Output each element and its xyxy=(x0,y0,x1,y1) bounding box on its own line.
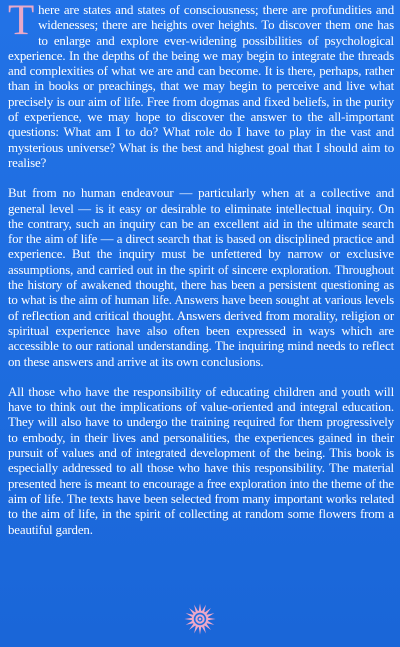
drop-cap: T xyxy=(8,0,35,44)
sun-lotus-emblem-icon xyxy=(184,603,216,635)
emblem-ray xyxy=(207,613,215,617)
emblem-ray xyxy=(207,621,215,625)
paragraph-education: All those who have the responsibility of educating children and youth will have to think out the implications of value-oriented and integral education. They will also have to undergo the training required for them progressively to embody, in their lives and personalities, the experiences gained in their pursuit of values and of integrated development of the being. This book is especially addressed to all those who have this responsibility. The material presented here is meant to encourage a free exploration into the theme of the aim of life. The texts have been selected from many important works related to the aim of life, in the spirit of collecting at random some flowers from a beautiful garden. xyxy=(8,384,394,537)
emblem-ray xyxy=(202,605,206,613)
paragraph-inquiry: But from no human endeavour — particularly when at a collective and general level — is it easy or desirable to eliminate intellectual inquiry. On the contrary, such an inquiry can be an excellent aid in the ultimate search for the aim of life — a direct search that is based on disciplined practice and experience. But the inquiry must be unfettered by narrow or exclusive assumptions, and carried out in the spirit of sincere exploration. Throughout the history of awakened thought, there has been a persistent questioning as to what is the aim of human life. Answers have been sought at various levels of reflection and critical thought. Answers derived from morality, religion or spiritual experience have also often been expressed in ways which are accessible to our rational understanding. The inquiring mind needs to reflect on these answers and arrive at its own conclusions. xyxy=(8,186,394,369)
emblem-ray xyxy=(186,613,194,617)
emblem-ray xyxy=(208,618,216,621)
paragraph-intro xyxy=(8,0,394,171)
paragraph-intro-text: here are states and states of consciousness; there are profundities and widenesses; there are heights over heights. To discover them one has to enlarge and explore ever-widening possibilities of psychological experience. In the depths of the being we may begin to integrate the threads and complexities of what we are and can become. It is there, perhaps, rather than in books or preachings, that we may begin to perceive and live what precisely is our aim of life. Free from dogmas and fixed beliefs, in the purity of experience, we may hope to discover the answer to the all-important questions: What am I to do? What role do I have to play in the vast and mysterious universe? What is the best and highest goal that I should aim to realise? xyxy=(8,3,394,170)
emblem-ray xyxy=(186,621,194,625)
emblem-ray xyxy=(199,604,202,612)
emblem-ray xyxy=(194,605,198,613)
emblem-ray xyxy=(185,618,193,621)
emblem-ray xyxy=(199,627,202,635)
emblem-ray xyxy=(202,626,206,634)
emblem-ray xyxy=(194,626,198,634)
